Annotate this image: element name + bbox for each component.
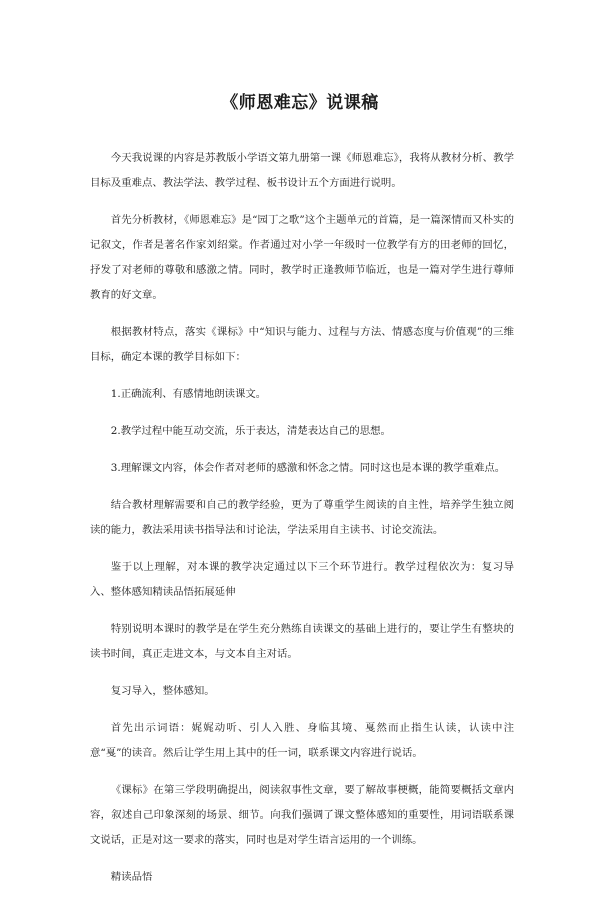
paragraph-intro: 今天我说课的内容是苏教版小学语文第九册第一课《师恩难忘》，我将从教材分析、教学目标及重难点、教法学法、教学过程、板书设计五个方面进行说明。 [90, 152, 514, 189]
paragraph-methods: 结合教材理解需要和自己的教学经验，更为了尊重学生阅读的自主性，培养学生独立阅读的能力，教法采用读书指导法和讨论法，学法采用自主读书、讨论交流法。 [90, 499, 514, 536]
paragraph-review-heading: 复习导入，整体感知。 [110, 685, 215, 697]
paragraph-material-analysis: 首先分析教材，《师恩难忘》是“园丁之歌”这个主题单元的首篇，是一篇深情而又朴实的记叙文，作者是著名作家刘绍棠。作者通过对小学一年级时一位教学有方的田老师的回忆，抒发了对老师的尊敬和感激之情。同时，教学时正逢教师节临近，也是一篇对学生进行尊师教育的好文章。 [90, 214, 514, 301]
paragraph-standards: 《课标》在第三学段明确提出，阅读叙事性文章，要了解故事梗概，能简要概括文章内容，叙述自己印象深刻的场景、细节。向我们强调了课文整体感知的重要性，用词语联系课文说话，正是对这一要求的落实，同时也是对学生语言运用的一个训练。 [90, 784, 514, 846]
paragraph-objectives-intro: 根据教材特点，落实《课标》中“知识与能力、过程与方法、情感态度与价值观”的三维目标，确定本课的教学目标如下： [90, 326, 514, 363]
document-title: 《师恩难忘》说课稿 [221, 93, 379, 113]
paragraph-review-words: 首先出示词语：娓娓动听、引人入胜、身临其境、戛然而止指生认读，认读中注意“戛”的读音。然后让学生用上其中的任一词，联系课文内容进行说话。 [90, 722, 514, 759]
paragraph-special-note: 特别说明本课时的教学是在学生充分熟练自读课文的基础上进行的，要让学生有整块的读书时间，真正走进文本，与文本自主对话。 [90, 623, 514, 660]
paragraph-objective-3: 3.理解课文内容，体会作者对老师的感激和怀念之情。同时这也是本课的教学重难点。 [110, 462, 506, 474]
paragraph-objective-1: 1.正确流利、有感情地朗读课文。 [110, 388, 267, 400]
paragraph-process-overview: 鉴于以上理解，对本课的教学决定通过以下三个环节进行。教学过程依次为：复习导入、整体感知精读品悟拓展延伸 [90, 561, 514, 598]
paragraph-close-reading-heading: 精读品悟 [110, 871, 153, 883]
document-body [90, 146, 514, 902]
paragraph-objective-2: 2.教学过程中能互动交流，乐于表达，清楚表达自己的思想。 [110, 425, 391, 437]
